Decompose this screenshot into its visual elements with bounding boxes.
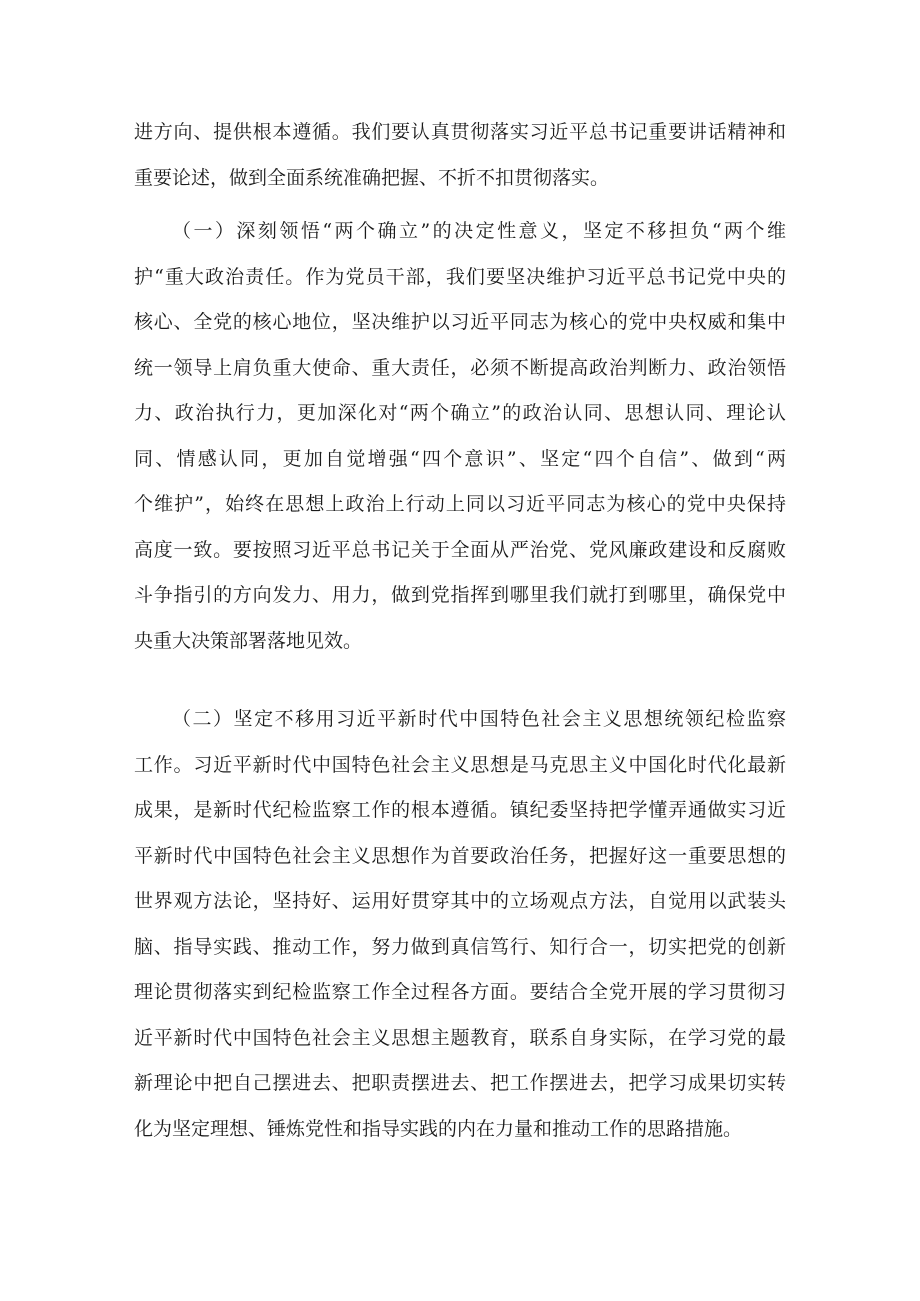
- text-line: 新理论中把自己摆进去、把职责摆进去、把工作摆进去，把学习成果切实转: [134, 1072, 786, 1094]
- text-line: 脑、指导实践、推动工作，努力做到真信笃行、知行合一，切实把党的创新: [134, 935, 786, 958]
- section-heading-line: （一）深刻领悟“两个确立”的决定性意义，坚定不移担负“两个维: [172, 220, 786, 242]
- text-line: 化为坚定理想、锤炼党性和指导实践的内在力量和推动工作的思路措施。: [134, 1117, 743, 1140]
- text-line: 工作。习近平新时代中国特色社会主义思想是马克思主义中国化时代化最新: [134, 753, 786, 776]
- text-line: 进方向、提供根本遵循。我们要认真贯彻落实习近平总书记重要讲话精神和: [134, 121, 786, 143]
- text-line: 平新时代中国特色社会主义思想作为首要政治任务，把握好这一重要思想的: [134, 844, 786, 867]
- text-line: 世界观方法论，坚持好、运用好贯穿其中的立场观点方法，自觉用以武装头: [134, 890, 786, 912]
- paragraph-section-one: [134, 209, 786, 664]
- text-line: 斗争指引的方向发力、用力，做到党指挥到哪里我们就打到哪里，确保党中: [134, 584, 786, 606]
- text-line: 理论贯彻落实到纪检监察工作全过程各方面。要结合全党开展的学习贯彻习: [134, 981, 786, 1003]
- text-line: 重要论述，做到全面系统准确把握、不折不扣贯彻落实。: [134, 166, 610, 189]
- text-line: 统一领导上肩负重大使命、重大责任，必须不断提高政治判断力、政治领悟: [134, 356, 786, 379]
- text-line: 核心、全党的核心地位，坚决维护以习近平同志为核心的党中央权威和集中: [134, 311, 786, 333]
- text-line: 个维护”，始终在思想上政治上行动上同以习近平同志为核心的党中央保持: [134, 493, 786, 515]
- text-line: 力、政治执行力，更加深化对“两个确立”的政治认同、思想认同、理论认: [134, 402, 786, 424]
- text-line: 护“重大政治责任。作为党员干部，我们要坚决维护习近平总书记党中央的: [134, 265, 786, 288]
- text-line: 近平新时代中国特色社会主义思想主题教育，联系自身实际，在学习党的最: [134, 1026, 786, 1049]
- text-line: 高度一致。要按照习近平总书记关于全面从严治党、党风廉政建设和反腐败: [134, 538, 786, 561]
- section-heading-line: （二）坚定不移用习近平新时代中国特色社会主义思想统领纪检监察: [172, 708, 786, 730]
- paragraph-section-two: [134, 697, 786, 1152]
- text-line: 成果，是新时代纪检监察工作的根本遵循。镇纪委坚持把学懂弄通做实习近: [134, 799, 786, 821]
- text-line: 同、情感认同，更加自觉增强“四个意识”、坚定“四个自信”、做到“两: [134, 447, 786, 470]
- text-line: 央重大决策部署落地见效。: [134, 629, 363, 652]
- paragraph-continuation: [134, 110, 786, 201]
